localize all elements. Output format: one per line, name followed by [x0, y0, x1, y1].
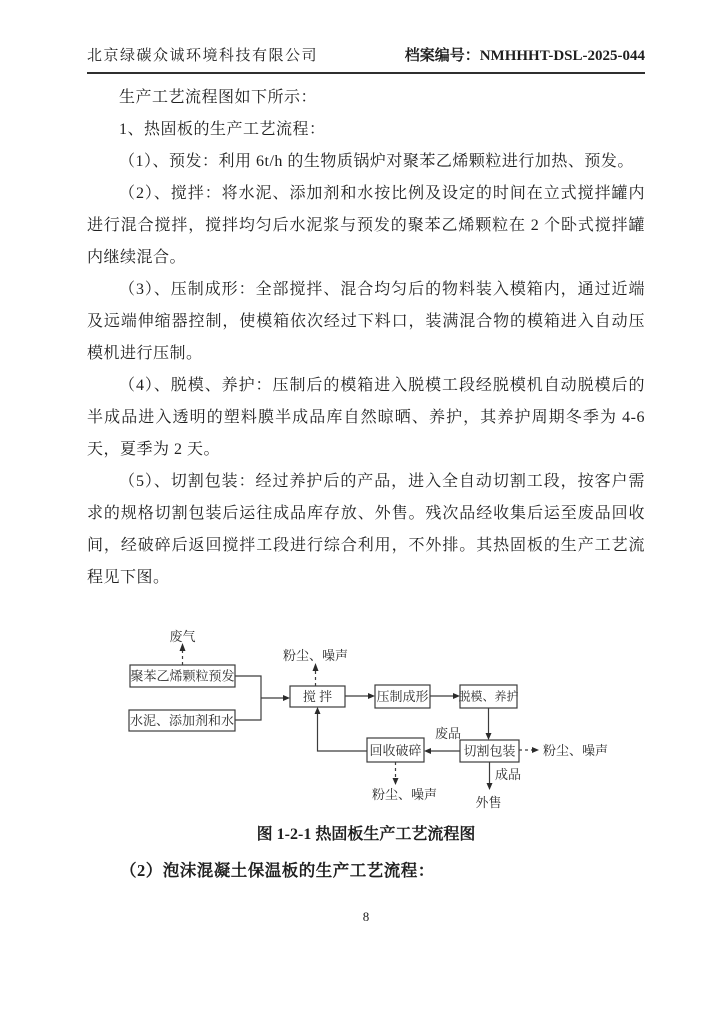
- figure-caption: 图 1-2-1 热固板生产工艺流程图: [256, 826, 476, 843]
- flow-label-dust-noise-top: 粉尘、噪声: [282, 648, 349, 663]
- flow-box-demolding-label: 脱模、养护: [458, 689, 519, 704]
- flow-box-pre-expansion-label: 聚苯乙烯颗粒预发: [130, 668, 235, 684]
- flow-label-sale: 外售: [475, 795, 502, 810]
- paragraph-step-1: （1）、预发：利用 6t/h 的生物质锅炉对聚苯乙烯颗粒进行加热、预发。: [119, 153, 634, 170]
- arrow-inputs-to-mixing: [235, 676, 290, 720]
- flow-box-mixing-label: 搅 拌: [302, 689, 333, 704]
- flow-box-cement-label: 水泥、添加剂和水: [129, 713, 235, 728]
- paragraph-step-3: （3）、压制成形：全部搅拌、混合均匀后的物料装入模箱内，通过近端及远端伸缩器控制，使模箱依次经过下料口，装满混合物的模箱进入自动压模机进行压制。: [87, 281, 645, 362]
- flow-box-crushing: [367, 738, 424, 762]
- arrow-dust-noise-bottom: [393, 762, 399, 785]
- flow-box-pressing-label: 压制成形: [376, 689, 429, 704]
- flow-box-demolding: [458, 685, 518, 708]
- paragraph-step-5: （5）、切割包装：经过养护后的产品，进入全自动切割工段，按客户需求的规格切割包装后运往成品库存放、外售。残次品经收集后运至废品回收间，经破碎后返回搅拌工段进行综合利用，不外排。其热固板的生产工艺流程见下图。: [87, 473, 645, 586]
- company-name: 北京绿碳众诚环境科技有限公司: [87, 48, 319, 64]
- process-flow-diagram: [87, 618, 647, 814]
- flow-label-scrap: 废品: [434, 726, 462, 741]
- flow-label-dust-noise-bottom: 粉尘、噪声: [371, 787, 438, 802]
- paragraph-intro: 生产工艺流程图如下所示：: [119, 89, 318, 106]
- arrow-dust-noise-right: [519, 747, 539, 753]
- flow-box-cutting-label: 切割包装: [463, 743, 516, 759]
- flow-box-mixing: [290, 686, 345, 707]
- flow-box-pressing: [375, 685, 430, 708]
- arrow-cutting-to-sale: [487, 762, 493, 790]
- paragraph-section-1: 1、热固板的生产工艺流程：: [119, 121, 326, 138]
- flow-box-crushing-label: 回收破碎: [369, 743, 422, 758]
- paragraph-step-4: （4）、脱模、养护：压制后的模箱进入脱模工段经脱模机自动脱模后的半成品进入透明的塑料膜半成品库自然晾晒、养护，其养护周期冬季为 4-6 天，夏季为 2 天。: [87, 377, 645, 458]
- paragraph-step-2: （2）、搅拌：将水泥、添加剂和水按比例及设定的时间在立式搅拌罐内进行混合搅拌，搅拌均匀后水泥浆与预发的聚苯乙烯颗粒在 2 个卧式搅拌罐内继续混合。: [87, 185, 645, 266]
- archive-number-label: 档案编号：: [404, 48, 480, 64]
- flow-label-waste-gas: 废气: [169, 629, 196, 644]
- page-header: [87, 44, 645, 74]
- archive-number-value: NMHHHT-DSL-2025-044: [479, 48, 645, 64]
- flow-box-cement-additive-water: [129, 710, 235, 731]
- flow-label-product: 成品: [495, 767, 522, 782]
- arrow-mixing-to-pressing: [345, 693, 375, 699]
- arrow-demolding-to-cutting: [486, 708, 492, 740]
- flow-box-cutting: [460, 740, 519, 762]
- arrow-pressing-to-demolding: [430, 693, 460, 699]
- arrow-crushing-to-mixing: [315, 707, 368, 751]
- archive-number: [405, 44, 645, 65]
- flow-label-dust-noise-right: 粉尘、噪声: [543, 743, 609, 758]
- arrow-waste-gas: [180, 643, 186, 665]
- document-body: [87, 82, 645, 925]
- arrow-cutting-to-crushing: [424, 748, 460, 754]
- flow-box-pre-expansion: [130, 665, 235, 687]
- page-number: 8: [362, 909, 370, 924]
- arrow-dust-noise-top: [313, 663, 319, 686]
- subheading-section-2: （2）泡沫混凝土保温板的生产工艺流程：: [120, 861, 435, 880]
